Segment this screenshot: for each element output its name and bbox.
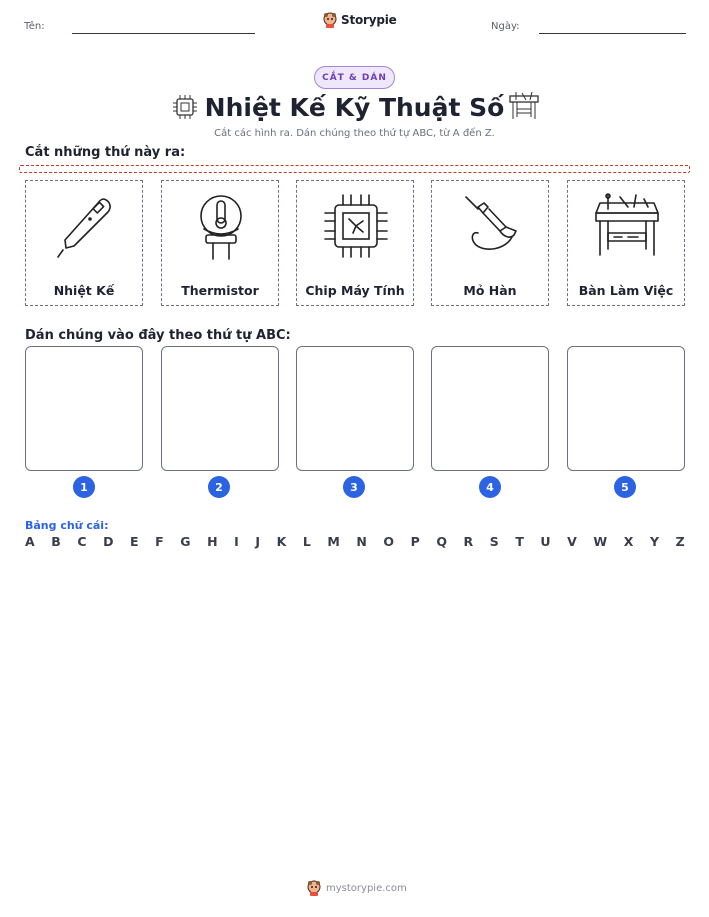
alphabet-letter: Z bbox=[675, 534, 685, 549]
slot-number-1: 1 bbox=[73, 476, 95, 498]
alphabet-letter: X bbox=[623, 534, 634, 549]
alphabet-letter: S bbox=[489, 534, 499, 549]
alphabet-letter: K bbox=[276, 534, 287, 549]
alphabet-letter: Q bbox=[436, 534, 447, 549]
cut-card-thermometer[interactable] bbox=[25, 180, 143, 306]
alphabet-letter: O bbox=[383, 534, 395, 549]
slot-number-4: 4 bbox=[479, 476, 501, 498]
card-label: Nhiệt Kế bbox=[53, 283, 115, 298]
alphabet-letter: H bbox=[207, 534, 218, 549]
name-label: Tên: bbox=[24, 21, 45, 32]
name-line[interactable] bbox=[72, 33, 255, 34]
soldering-iron-icon bbox=[456, 191, 526, 261]
slot-number-5: 5 bbox=[614, 476, 636, 498]
card-label: Chip Máy Tính bbox=[305, 283, 405, 298]
alphabet-letter: F bbox=[155, 534, 164, 549]
paste-heading: Dán chúng vào đây theo thứ tự ABC: bbox=[25, 328, 291, 343]
page-title: Nhiệt Kế Kỹ Thuật Số bbox=[204, 93, 505, 122]
storypie-mascot-icon bbox=[323, 12, 337, 28]
alphabet-row bbox=[25, 534, 685, 549]
date-line[interactable] bbox=[539, 33, 686, 34]
alphabet-letter: R bbox=[463, 534, 474, 549]
paste-slot-4[interactable] bbox=[431, 346, 549, 471]
storypie-mascot-icon bbox=[307, 880, 321, 896]
cut-card-soldering-iron[interactable] bbox=[431, 180, 549, 306]
brand-name: Storypie bbox=[341, 13, 397, 27]
brand bbox=[323, 12, 397, 28]
alphabet-heading: Bảng chữ cái: bbox=[25, 519, 109, 532]
footer bbox=[307, 880, 407, 896]
cut-heading: Cắt những thứ này ra: bbox=[25, 145, 186, 160]
paste-slot-5[interactable] bbox=[567, 346, 685, 471]
alphabet-letter: M bbox=[327, 534, 340, 549]
alphabet-letter: T bbox=[515, 534, 524, 549]
alphabet-letter: P bbox=[410, 534, 420, 549]
alphabet-letter: G bbox=[180, 534, 191, 549]
date-label: Ngày: bbox=[491, 21, 520, 32]
cut-card-workbench[interactable] bbox=[567, 180, 685, 306]
cut-card-computer-chip[interactable] bbox=[296, 180, 414, 306]
slot-number-2: 2 bbox=[208, 476, 230, 498]
slot-number-3: 3 bbox=[343, 476, 365, 498]
card-label: Mỏ Hàn bbox=[463, 283, 517, 298]
activity-badge: CẮT & DÁN bbox=[314, 66, 395, 89]
alphabet-letter: L bbox=[302, 534, 311, 549]
workbench-icon bbox=[592, 191, 662, 261]
alphabet-letter: Y bbox=[649, 534, 659, 549]
alphabet-letter: N bbox=[356, 534, 367, 549]
alphabet-letter: C bbox=[77, 534, 87, 549]
instructions: Cắt các hình ra. Dán chúng theo thứ tự ABC, từ A đến Z. bbox=[214, 128, 495, 139]
alphabet-letter: D bbox=[103, 534, 114, 549]
paste-slot-1[interactable] bbox=[25, 346, 143, 471]
alphabet-letter: W bbox=[593, 534, 608, 549]
alphabet-letter: J bbox=[255, 534, 260, 549]
thermometer-icon bbox=[50, 191, 120, 261]
computer-chip-icon bbox=[321, 191, 391, 261]
thermistor-icon bbox=[186, 191, 256, 261]
paste-slot-3[interactable] bbox=[296, 346, 414, 471]
alphabet-letter: V bbox=[567, 534, 577, 549]
alphabet-letter: E bbox=[130, 534, 139, 549]
card-label: Thermistor bbox=[181, 283, 259, 298]
alphabet-letter: U bbox=[540, 534, 551, 549]
card-label: Bàn Làm Việc bbox=[578, 283, 674, 298]
cut-line bbox=[19, 165, 690, 173]
alphabet-letter: A bbox=[25, 534, 35, 549]
alphabet-letter: I bbox=[234, 534, 239, 549]
footer-url[interactable]: mystorypie.com bbox=[326, 882, 407, 894]
workbench-icon bbox=[508, 91, 540, 121]
paste-slot-2[interactable] bbox=[161, 346, 279, 471]
alphabet-letter: B bbox=[51, 534, 61, 549]
cut-card-thermistor[interactable] bbox=[161, 180, 279, 306]
